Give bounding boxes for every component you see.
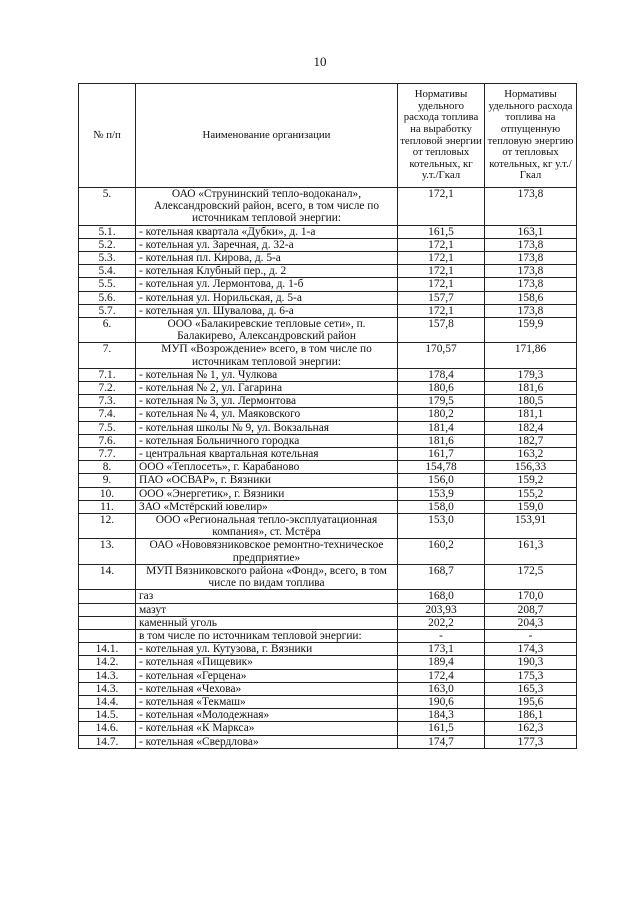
row-number: 13. (79, 539, 136, 564)
row-number (79, 616, 136, 629)
norm-production-value: 172,1 (398, 304, 485, 317)
table-row (79, 382, 577, 395)
norm-production-value: 156,0 (398, 474, 485, 487)
norm-supplied-value: 173,8 (485, 278, 577, 291)
organization-name: ОАО «Нововязниковское ремонтно-техническое предприятие» (136, 539, 398, 564)
organization-name: - котельная «Герцена» (136, 669, 398, 682)
table-row (79, 682, 577, 695)
norm-production-value: 189,4 (398, 656, 485, 669)
table-row (79, 461, 577, 474)
table-row (79, 722, 577, 735)
table-row (79, 238, 577, 251)
header-number: № п/п (79, 84, 136, 188)
organization-name: - котельная ул. Лермонтова, д. 1-б (136, 278, 398, 291)
organization-name: - котельная пл. Кирова, д. 5-а (136, 252, 398, 265)
row-number: 14.3. (79, 682, 136, 695)
table-row (79, 709, 577, 722)
norm-production-value: 172,4 (398, 669, 485, 682)
norm-supplied-value: 158,6 (485, 291, 577, 304)
norm-supplied-value: 159,9 (485, 318, 577, 343)
norm-supplied-value: 162,3 (485, 722, 577, 735)
norm-production-value: 174,7 (398, 735, 485, 748)
norm-supplied-value: 174,3 (485, 643, 577, 656)
table-row (79, 603, 577, 616)
row-number: 8. (79, 461, 136, 474)
organization-name: - котельная Больничного городка (136, 434, 398, 447)
norm-supplied-value: 173,8 (485, 265, 577, 278)
norm-production-value: 172,1 (398, 278, 485, 291)
norm-supplied-value: 171,86 (485, 343, 577, 368)
norm-supplied-value: 186,1 (485, 709, 577, 722)
norm-supplied-value: 159,2 (485, 474, 577, 487)
header-norm-production: Нормативы удельного расхода топлива на выработку тепловой энергии от тепловых котельных, кг у.т./Гкал (398, 84, 485, 188)
norm-production-value: 161,7 (398, 448, 485, 461)
norm-supplied-value: 173,8 (485, 252, 577, 265)
row-number: 7.1. (79, 368, 136, 381)
table-row (79, 487, 577, 500)
table-header-row (79, 84, 577, 188)
row-number (79, 629, 136, 642)
row-number: 5.2. (79, 238, 136, 251)
norm-production-value: 157,8 (398, 318, 485, 343)
row-number (79, 590, 136, 603)
norm-supplied-value: 163,2 (485, 448, 577, 461)
row-number: 14.3. (79, 669, 136, 682)
organization-name: - центральная квартальная котельная (136, 448, 398, 461)
organization-name: ООО «Энергетик», г. Вязники (136, 487, 398, 500)
row-number (79, 603, 136, 616)
table-row (79, 343, 577, 368)
header-norm-supplied: Нормативы удельного расхода топлива на отпущенную тепловую энергию от тепловых котельных, кг у.т./Гкал (485, 84, 577, 188)
table-row (79, 368, 577, 381)
page-number: 10 (313, 54, 327, 69)
table-row (79, 304, 577, 317)
table-row (79, 590, 577, 603)
table-row (79, 291, 577, 304)
norm-production-value: 181,4 (398, 421, 485, 434)
organization-name: мазут (136, 603, 398, 616)
row-number: 5.1. (79, 225, 136, 238)
norm-production-value: 172,1 (398, 252, 485, 265)
norm-supplied-value: 177,3 (485, 735, 577, 748)
norm-production-value: 184,3 (398, 709, 485, 722)
organization-name: - котельная ул. Заречная, д. 32-а (136, 238, 398, 251)
norm-supplied-value: 182,4 (485, 421, 577, 434)
organization-name: ПАО «ОСВАР», г. Вязники (136, 474, 398, 487)
norm-supplied-value: 175,3 (485, 669, 577, 682)
organization-name: ОАО «Струнинский тепло-водоканал», Александровский район, всего, в том числе по источникам тепловой энергии: (136, 188, 398, 226)
row-number: 5. (79, 188, 136, 226)
table-row (79, 421, 577, 434)
norm-supplied-value: 179,3 (485, 368, 577, 381)
row-number: 10. (79, 487, 136, 500)
row-number: 5.3. (79, 252, 136, 265)
norm-supplied-value: 182,7 (485, 434, 577, 447)
organization-name: - котельная квартала «Дубки», д. 1-а (136, 225, 398, 238)
organization-name: - котельная «К Маркса» (136, 722, 398, 735)
organization-name: ЗАО «Мстёрский ювелир» (136, 500, 398, 513)
norm-production-value: 154,78 (398, 461, 485, 474)
norm-production-value: 158,0 (398, 500, 485, 513)
table-row (79, 448, 577, 461)
row-number: 7. (79, 343, 136, 368)
row-number: 14.2. (79, 656, 136, 669)
table-row (79, 643, 577, 656)
organization-name: - котельная № 3, ул. Лермонтова (136, 395, 398, 408)
norm-production-value: 178,4 (398, 368, 485, 381)
row-number: 9. (79, 474, 136, 487)
norm-supplied-value: 161,3 (485, 539, 577, 564)
table-row (79, 500, 577, 513)
norm-production-value: 172,1 (398, 238, 485, 251)
organization-name: - котельная «Текмаш» (136, 695, 398, 708)
norm-production-value: 160,2 (398, 539, 485, 564)
norm-supplied-value: 208,7 (485, 603, 577, 616)
organization-name: - котельная № 1, ул. Чулкова (136, 368, 398, 381)
header-organization-name: Наименование организации (136, 84, 398, 188)
norm-production-value: 170,57 (398, 343, 485, 368)
norm-production-value: 203,93 (398, 603, 485, 616)
norm-production-value: 179,5 (398, 395, 485, 408)
organization-name: - котельная ул. Норильская, д. 5-а (136, 291, 398, 304)
table-row (79, 278, 577, 291)
table-row (79, 564, 577, 589)
norm-production-value: - (398, 629, 485, 642)
norm-production-value: 202,2 (398, 616, 485, 629)
norm-supplied-value: 181,6 (485, 382, 577, 395)
organization-name: - котельная «Молодежная» (136, 709, 398, 722)
norm-supplied-value: 163,1 (485, 225, 577, 238)
norm-supplied-value: 204,3 (485, 616, 577, 629)
table-row (79, 695, 577, 708)
norm-production-value: 172,1 (398, 265, 485, 278)
norm-production-value: 153,0 (398, 514, 485, 539)
norm-production-value: 163,0 (398, 682, 485, 695)
norm-production-value: 173,1 (398, 643, 485, 656)
organization-name: в том числе по источникам тепловой энергии: (136, 629, 398, 642)
row-number: 14.1. (79, 643, 136, 656)
organization-name: МУП Вязниковского района «Фонд», всего, в том числе по видам топлива (136, 564, 398, 589)
row-number: 5.6. (79, 291, 136, 304)
norm-supplied-value: - (485, 629, 577, 642)
row-number: 14. (79, 564, 136, 589)
norms-table (78, 83, 577, 749)
organization-name: ООО «Теплосеть», г. Карабаново (136, 461, 398, 474)
norm-production-value: 161,5 (398, 225, 485, 238)
row-number: 7.3. (79, 395, 136, 408)
row-number: 14.6. (79, 722, 136, 735)
table-row (79, 669, 577, 682)
row-number: 14.4. (79, 695, 136, 708)
table-row (79, 629, 577, 642)
row-number: 14.5. (79, 709, 136, 722)
table-row (79, 318, 577, 343)
row-number: 5.4. (79, 265, 136, 278)
row-number: 5.7. (79, 304, 136, 317)
organization-name: ООО «Балакиревские тепловые сети», п. Балакирево, Александровский район (136, 318, 398, 343)
table-row (79, 514, 577, 539)
row-number: 5.5. (79, 278, 136, 291)
organization-name: - котельная № 4, ул. Маяковского (136, 408, 398, 421)
table-row (79, 474, 577, 487)
norm-production-value: 153,9 (398, 487, 485, 500)
norm-production-value: 161,5 (398, 722, 485, 735)
organization-name: - котельная «Свердлова» (136, 735, 398, 748)
row-number: 7.7. (79, 448, 136, 461)
table-row (79, 188, 577, 226)
organization-name: - котельная «Пищевик» (136, 656, 398, 669)
organization-name: - котельная № 2, ул. Гагарина (136, 382, 398, 395)
norm-production-value: 168,7 (398, 564, 485, 589)
table-row (79, 735, 577, 748)
norm-production-value: 180,6 (398, 382, 485, 395)
norm-production-value: 172,1 (398, 188, 485, 226)
row-number: 7.4. (79, 408, 136, 421)
table-body (79, 188, 577, 749)
organization-name: - котельная ул. Шувалова, д. 6-а (136, 304, 398, 317)
table-row (79, 616, 577, 629)
table-row (79, 434, 577, 447)
norm-supplied-value: 155,2 (485, 487, 577, 500)
norm-production-value: 181,6 (398, 434, 485, 447)
norm-supplied-value: 173,8 (485, 304, 577, 317)
table-row (79, 408, 577, 421)
norm-supplied-value: 173,8 (485, 188, 577, 226)
row-number: 14.7. (79, 735, 136, 748)
organization-name: газ (136, 590, 398, 603)
organization-name: ООО «Региональная тепло-эксплуатационная компания», ст. Мстёра (136, 514, 398, 539)
organization-name: каменный уголь (136, 616, 398, 629)
norm-production-value: 157,7 (398, 291, 485, 304)
row-number: 11. (79, 500, 136, 513)
table-row (79, 265, 577, 278)
norm-supplied-value: 156,33 (485, 461, 577, 474)
row-number: 12. (79, 514, 136, 539)
table-row (79, 539, 577, 564)
norm-supplied-value: 153,91 (485, 514, 577, 539)
norm-production-value: 190,6 (398, 695, 485, 708)
organization-name: - котельная ул. Кутузова, г. Вязники (136, 643, 398, 656)
table-row (79, 252, 577, 265)
norm-supplied-value: 190,3 (485, 656, 577, 669)
organization-name: МУП «Возрождение» всего, в том числе по источникам тепловой энергии: (136, 343, 398, 368)
norm-supplied-value: 172,5 (485, 564, 577, 589)
norm-supplied-value: 159,0 (485, 500, 577, 513)
organization-name: - котельная школы № 9, ул. Вокзальная (136, 421, 398, 434)
table-row (79, 656, 577, 669)
norm-supplied-value: 181,1 (485, 408, 577, 421)
table-row (79, 395, 577, 408)
table-row (79, 225, 577, 238)
organization-name: - котельная Клубный пер., д. 2 (136, 265, 398, 278)
norm-supplied-value: 165,3 (485, 682, 577, 695)
norm-supplied-value: 180,5 (485, 395, 577, 408)
row-number: 7.6. (79, 434, 136, 447)
norm-production-value: 180,2 (398, 408, 485, 421)
norm-production-value: 168,0 (398, 590, 485, 603)
norm-supplied-value: 173,8 (485, 238, 577, 251)
organization-name: - котельная «Чехова» (136, 682, 398, 695)
row-number: 6. (79, 318, 136, 343)
row-number: 7.2. (79, 382, 136, 395)
norm-supplied-value: 195,6 (485, 695, 577, 708)
row-number: 7.5. (79, 421, 136, 434)
norm-supplied-value: 170,0 (485, 590, 577, 603)
